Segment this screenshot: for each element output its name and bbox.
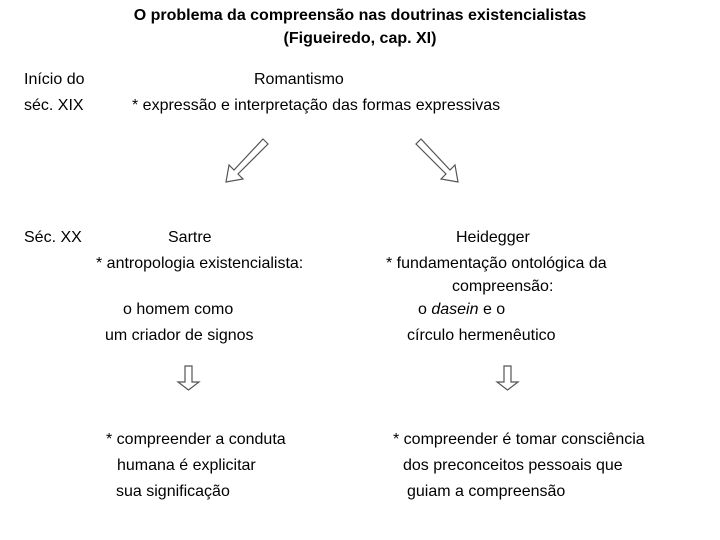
sartre-heading: Sartre [168,229,212,246]
sartre-idea-line-2: um criador de signos [105,327,254,344]
heidegger-idea-part-1: o [418,301,432,318]
romantismo-note: * expressão e interpretação das formas expressivas [132,97,501,114]
down-right-arrow-icon [412,136,462,186]
romantismo-heading: Romantismo [254,71,344,88]
period-19-line-1: Início do [24,71,85,88]
title-line-1: O problema da compreensão nas doutrinas existencialistas [133,7,587,24]
heidegger-heading: Heidegger [456,229,530,246]
sartre-conclusion-line-3: sua significação [116,483,230,500]
sartre-note: * antropologia existencialista: [96,255,304,272]
sartre-idea-line-1: o homem como [123,301,234,318]
heidegger-note-line-1: * fundamentação ontológica da [386,255,607,272]
down-arrow-left-icon [178,364,202,392]
down-arrow-right-icon [497,364,521,392]
sartre-conclusion-line-1: * compreender a conduta [106,431,286,448]
heidegger-conclusion-line-1: * compreender é tomar consciência [393,431,645,448]
heidegger-idea-dasein: dasein [431,301,479,318]
period-19-line-2: séc. XIX [24,97,84,114]
heidegger-idea-part-2: e o [478,301,506,318]
sartre-conclusion-line-2: humana é explicitar [117,457,256,474]
heidegger-idea-line-1 [418,298,505,322]
heidegger-conclusion-line-3: guiam a compreensão [407,483,566,500]
heidegger-conclusion-line-2: dos preconceitos pessoais que [403,457,623,474]
heidegger-note-line-2: compreensão: [452,278,554,295]
title-line-2: (Figueiredo, cap. XI) [283,30,437,47]
period-20-label: Séc. XX [24,229,82,246]
down-left-arrow-icon [222,136,272,186]
heidegger-idea-line-2: círculo hermenêutico [407,327,556,344]
